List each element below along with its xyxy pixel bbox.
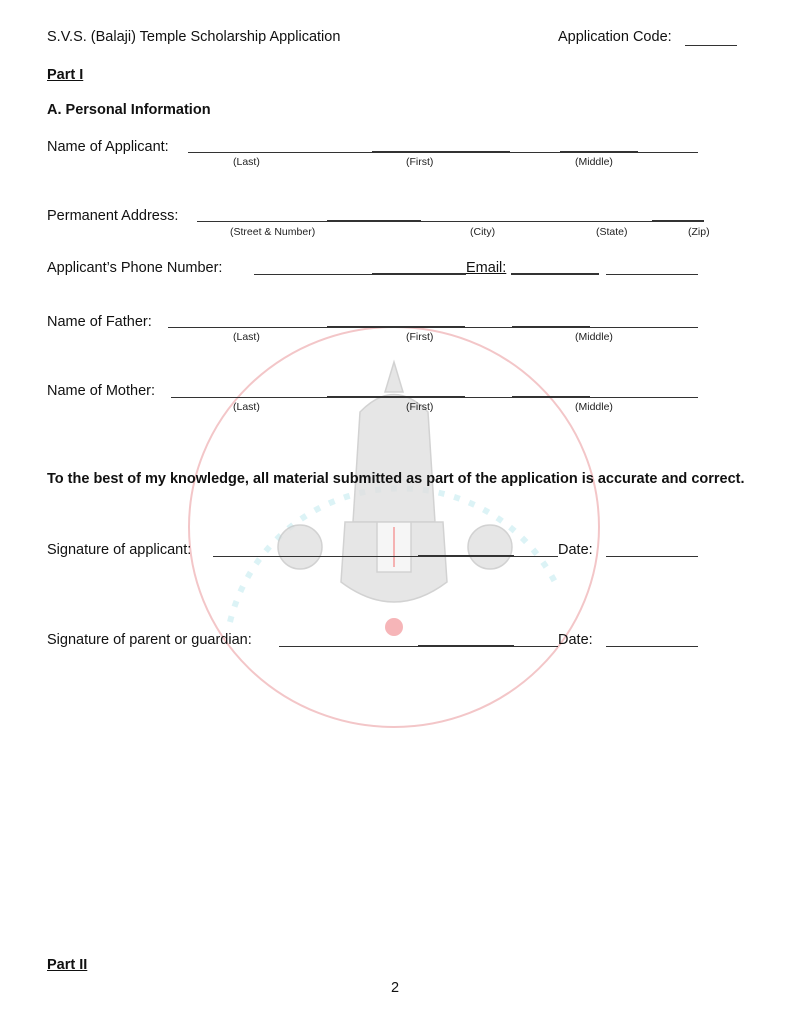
last-sublabel: (Last) (233, 331, 260, 343)
last-sublabel: (Last) (233, 156, 260, 168)
first-sublabel: (First) (406, 156, 434, 168)
zip-sublabel: (Zip) (688, 226, 710, 238)
applicant-signature-label: Signature of applicant: (47, 542, 192, 558)
guardian-signature-segment (418, 645, 514, 647)
mother-first-name-field[interactable] (327, 396, 465, 398)
document-title: S.V.S. (Balaji) Temple Scholarship Application (47, 29, 341, 45)
address-label: Permanent Address: (47, 208, 179, 224)
father-middle-name-field[interactable] (512, 326, 590, 328)
phone-label: Applicant’s Phone Number: (47, 260, 223, 276)
address-field[interactable] (197, 221, 704, 222)
middle-sublabel: (Middle) (575, 156, 613, 168)
declaration-text: To the best of my knowledge, all material submitted as part of the application is accurate and correct. (47, 471, 745, 487)
applicant-date-field[interactable] (606, 556, 698, 557)
email-field-continued[interactable] (606, 274, 698, 275)
street-sublabel: (Street & Number) (230, 226, 316, 238)
mother-name-label: Name of Mother: (47, 383, 155, 399)
applicant-signature-segment (418, 555, 514, 557)
state-sublabel: (State) (596, 226, 628, 238)
city-sublabel: (City) (470, 226, 496, 238)
email-field[interactable] (511, 273, 599, 275)
applicant-first-name-field[interactable] (372, 151, 510, 153)
last-sublabel: (Last) (233, 401, 260, 413)
applicant-middle-name-field[interactable] (560, 151, 638, 153)
applicant-date-label: Date: (558, 542, 593, 558)
father-name-label: Name of Father: (47, 314, 152, 330)
part-2-heading: Part II (47, 957, 88, 973)
application-code-label: Application Code: (558, 29, 672, 45)
father-first-name-field[interactable] (327, 326, 465, 328)
part-1-heading: Part I (47, 67, 84, 83)
mother-middle-name-field[interactable] (512, 396, 590, 398)
applicant-name-label: Name of Applicant: (47, 139, 169, 155)
application-code-field[interactable] (685, 45, 737, 46)
first-sublabel: (First) (406, 331, 434, 343)
guardian-date-field[interactable] (606, 646, 698, 647)
phone-field-segment (372, 273, 466, 275)
address-street-field[interactable] (327, 220, 421, 222)
guardian-date-label: Date: (558, 632, 593, 648)
email-label: Email: (466, 260, 507, 276)
guardian-signature-label: Signature of parent or guardian: (47, 632, 252, 648)
page-number: 2 (391, 980, 400, 996)
section-a-heading: A. Personal Information (47, 102, 211, 118)
middle-sublabel: (Middle) (575, 331, 613, 343)
first-sublabel: (First) (406, 401, 434, 413)
temple-seal-watermark-icon (185, 322, 603, 732)
middle-sublabel: (Middle) (575, 401, 613, 413)
address-zip-field[interactable] (652, 220, 704, 222)
